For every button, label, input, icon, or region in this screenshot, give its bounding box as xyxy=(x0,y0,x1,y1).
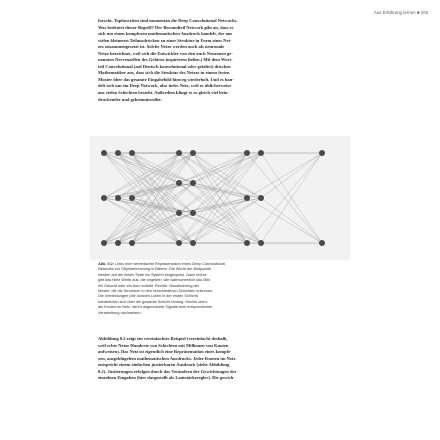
running-head: Aus Erfahrung lernen ■ 105 xyxy=(373,10,428,15)
caption-line: wiederholen sich über die gesamte Schicht hinweg. Rechts oben: xyxy=(98,299,208,304)
network-node xyxy=(176,240,182,246)
text-line: zes zusammengesetzt ist. Solche Netze werden auch als neuronale xyxy=(98,44,225,50)
caption-line-1: Links eine vereinfachte Repräsentation eines Deep Convolutional xyxy=(115,262,226,266)
network-node xyxy=(101,240,107,246)
network-node xyxy=(258,195,264,201)
network-node xyxy=(176,150,182,156)
network-node xyxy=(101,150,107,156)
text-line: Muster über das gesamte Eingabebild hinweg wiederholt. Und es han- xyxy=(98,76,234,82)
network-node xyxy=(258,240,264,246)
caption-line: Die Verbindungen (die dunklen Linien in der ersten Schicht) xyxy=(98,294,199,299)
text-line: teil Convolutional (auf Deutsch konvolutional oder gefaltet) drücken xyxy=(98,63,231,69)
text-line: Mathematiker aus, dass sich die Struktur des Netzes in einem festen xyxy=(98,70,230,76)
text-line: sich um einen komplexen mathematischen Ausdruck handelt, der aus xyxy=(98,31,233,37)
caption-line: die Knoten im Netz, deren angeordnete Signale eine entsprechende xyxy=(98,305,213,310)
text-line: einzelnen Eingaben (hier dargestellt als Lautstärkeregler). Die gewich- xyxy=(98,375,235,381)
figure-caption xyxy=(98,262,342,316)
caption-line: ein Gesicht oder ein Auto enthält. Rechts: Visualisierung der xyxy=(98,283,200,288)
network-node xyxy=(115,195,121,201)
network-node xyxy=(176,180,182,186)
text-line: druckender und geheimnisvoller. xyxy=(98,96,162,102)
text-line: aufweisen). Das Netz ist eigentlich eine Repräsentation eines komple- xyxy=(98,349,232,355)
network-node xyxy=(319,150,325,156)
text-line: xen, ausgeklügelten mathematischen Ausdrucks. Jeder Knoten im Netz xyxy=(98,355,236,361)
network-node xyxy=(101,195,107,201)
caption-line: werden auf der linken Seite ins System eingespeist. Ganz rechts xyxy=(98,272,207,277)
body-paragraph-2 xyxy=(98,336,342,382)
text-line: nannten Nervenzellen des Gehirns inspirieren ließen.) Mit dem Wort- xyxy=(98,57,233,63)
paragraph-text xyxy=(98,336,342,382)
text-line: weil echte Netze Hunderte von Schichten mit Millionen von Knoten xyxy=(98,342,229,348)
network-node xyxy=(258,150,264,156)
network-node xyxy=(190,150,196,156)
network-node xyxy=(129,240,135,246)
text-line: 0.2). Justierungen erfolgen durch das Verändern der Gewichtungen der xyxy=(98,368,237,374)
caption-line: Muster, die die Neuronen in den verschiedenen Schichten erkennen. xyxy=(98,289,214,294)
text-line: aus vielen Schichten besteht. Außerdem klingt es so gleich viel bein- xyxy=(98,90,229,96)
network-figure xyxy=(90,136,350,260)
network-node xyxy=(244,150,250,156)
network-node xyxy=(176,210,182,216)
network-node xyxy=(115,240,121,246)
caption-label: Abb. 0.2: xyxy=(98,262,115,266)
caption-line: Networks zur Objekterkennung in Bildern. Die Werte der Bildpunkte xyxy=(98,267,212,272)
network-node xyxy=(129,150,135,156)
network-node xyxy=(190,240,196,246)
text-line: Abbildung 0.2 zeigt ein vereinfachtes Beispiel (vereinfacht deshalb, xyxy=(98,336,228,341)
caption-line: Verarbeitung nachweisen. xyxy=(98,310,142,315)
text-line: Was bedeutet dieser Begriff? Der Bestandteil Network gibt an, dass es xyxy=(98,24,234,30)
text-line: delt sich um ein Deep Network, also tiefes Netz, weil es üblicherweise xyxy=(98,83,232,89)
text-line: vielen kleineren Teilausdrücken zu einer Struktur in Form eines Net- xyxy=(98,37,232,43)
network-node xyxy=(319,240,325,246)
network-node xyxy=(190,180,196,186)
caption-line: gibt das Netz Werte aus, die angeben, wie wahrscheinlich das Bild xyxy=(98,278,210,283)
text-line: forscht. Topfavoriten sind momentan die Deep Convolutional Networks. xyxy=(98,18,238,23)
network-node xyxy=(115,150,121,156)
network-node xyxy=(190,210,196,216)
text-line: entspricht einem einfachen justierbaren Ausdruck (siehe Abbildung xyxy=(98,362,230,368)
paragraph-text xyxy=(98,18,342,103)
network-node xyxy=(244,195,250,201)
network-node xyxy=(129,195,135,201)
network-node xyxy=(244,240,250,246)
body-paragraph-1 xyxy=(98,18,342,103)
text-line: Netze bezeichnet, weil sich die Entwickler von den auch Neuronen ge- xyxy=(98,50,233,56)
